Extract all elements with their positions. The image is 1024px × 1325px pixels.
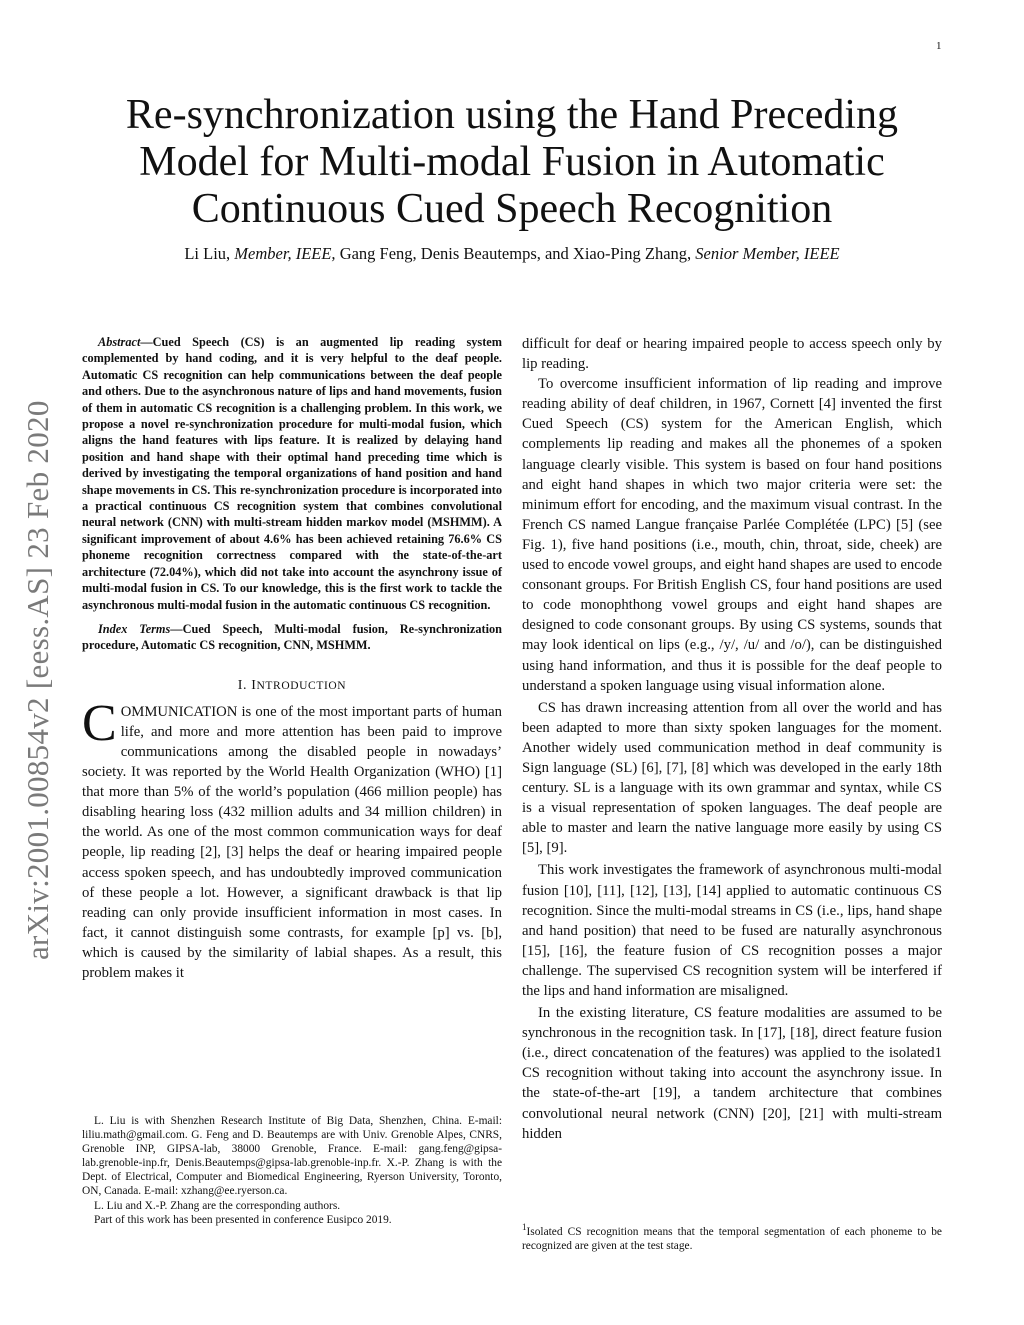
page-number: 1 xyxy=(936,40,942,52)
index-terms-label: Index Terms xyxy=(98,621,171,636)
affiliation-footnotes xyxy=(82,1114,502,1227)
intro-paragraph-5: In the existing literature, CS feature modalities are assumed to be synchronous in the recognition task. In [17], [18], direct feature fusion (i.e., direct concatenation of the features) was applied to the isolated1 CS recognition without taking into account the asynchrony issue. In the state-of-the-art [19], a tandem architecture that combines convolutional neural network (CNN) [20], [21] with multi-stream hidden xyxy=(522,1005,942,1142)
section-title-initial: I xyxy=(251,677,257,693)
section-heading-introduction xyxy=(82,676,502,696)
footnote-conference: Part of this work has been presented in conference Eusipco 2019. xyxy=(94,1213,392,1226)
footnote-text: Isolated CS recognition means that the temporal segmentation of each phoneme to be recognized are given at the test stage. xyxy=(522,1225,942,1252)
isolated-recognition-footnote xyxy=(522,1220,942,1253)
index-terms-text: —Cued Speech, Multi-modal fusion, Re-synchronization procedure, Automatic CS recognition, CNN, MSHMM. xyxy=(82,621,502,653)
author-line xyxy=(100,244,924,264)
left-column xyxy=(82,334,502,983)
abstract xyxy=(82,334,502,613)
abstract-label: Abstract xyxy=(98,335,141,349)
right-column xyxy=(522,334,942,1144)
footnote-corresponding: L. Liu and X.-P. Zhang are the corresponding authors. xyxy=(94,1199,341,1212)
footnote-mark: 1 xyxy=(522,1222,527,1232)
author-role-1: Member, IEEE, xyxy=(234,244,336,263)
abstract-text: —Cued Speech (CS) is an augmented lip reading system complemented by hand coding, and it is very helpful to the deaf people. Automatic CS recognition can help communications between the deaf people and others. Due to the asynchronous nature of lips and hand movements, fusion of them in automatic CS recognition is a challenging problem. In this work, we propose a novel re-synchronization procedure for multi-modal fusion, which aligns the hand features with lips feature. It is realized by delaying hand position and hand shape with their optimal hand preceding time which is derived by investigating the temporal organizations of hand position and hand shape movements in CS. This re-synchronization procedure is incorporated into a practical continuous CS recognition system that combines convolutional neural network (CNN) with multi-stream hidden markov model (MSHMM). A significant improvement of about 4.6% has been achieved retaining 76.6% CS phoneme recognition correctness compared with the state-of-the-art architecture (72.04%), which did not take into account the asynchrony issue of multi-modal fusion in CS. To our knowledge, this is the first work to tackle the asynchronous multi-modal fusion in the automatic continuous CS recognition. xyxy=(82,335,502,612)
index-terms xyxy=(82,621,502,654)
footnote-affiliations: L. Liu is with Shenzhen Research Institute of Big Data, Shenzhen, China. E-mail: liliu.math@gmail.com. G. Feng and D. Beautemps are with Univ. Grenoble Alpes, CNRS, Grenoble INP, GIPSA-lab, 38000 Grenoble, France. E-mail: gang.feng@gipsa-lab.grenoble-inp.fr, Denis.Beautemps@gipsa-lab.grenoble-inp.fr. X.-P. Zhang is with the Dept. of Electrical, Computer and Biomedical Engineering, Ryerson University, Toronto, ON, Canada. E-mail: xzhang@ee.ryerson.ca. xyxy=(82,1115,502,1198)
intro-paragraph-2: To overcome insufficient information of lip reading and improve reading ability of deaf children, in 1967, Cornett [4] invented the first Cued Speech (CS) system for the American English, which complements lip reading and makes all the phonemes of a spoken language clearly visible. This system is based on four hand positions and eight hand shapes in which two major criteria were set: the minimum effort for encoding, and the maximum visual contrast. In the French CS named Langue française Parlée Complétée (LPC) [5] (see Fig. 1), five hand positions (i.e., mouth, chin, throat, side, cheek) are used to encode vowel groups, and eight hand shapes are used to encode consonant groups. For British English CS, four hand positions are used to code monophthong vowel groups and eight hand shapes are designed to code consonant groups. By using CS systems, sounds that may look identical on lips (e.g., /y/, /u/ and /o/), can be distinguished using hand information, and thus it is possible for the deaf people to understand a spoken language using visual information alone. xyxy=(522,376,942,694)
author-text-1: Li Liu, xyxy=(184,244,235,263)
intro-paragraph-1-continued: difficult for deaf or hearing impaired people to access speech only by lip reading. xyxy=(522,336,942,373)
arxiv-identifier: arXiv:2001.00854v2 [eess.AS] 23 Feb 2020 xyxy=(20,400,55,960)
author-role-2: Senior Member, IEEE xyxy=(695,244,840,263)
intro-paragraph-1-text: OMMUNICATION is one of the most important parts of human life, and more and more attention has been paid to improve communications among the disabled people in nowadays’ society. It was reported by the World Health Organization (WHO) [1] that more than 5% of the world’s population (466 million people) has disabling hearing loss (432 million adults and 34 million children) in the world. As one of the most common communication ways for deaf people, lip reading [2], [3] helps the deaf or hearing impaired people access spoken speech, and has undoubtedly improved communication of these people a lot. However, a significant drawback is that lip reading can only provide insufficient information in most cases. In fact, it cannot distinguish some contrasts, for example [p] vs. [b], which is caused by the similarity of labial shapes. As a result, this problem makes it xyxy=(82,703,502,982)
section-title-rest: NTRODUCTION xyxy=(256,679,347,692)
paper-title: Re-synchronization using the Hand Preceding Model for Multi-modal Fusion in Automatic Continuous Cued Speech Recognition xyxy=(125,92,899,232)
author-text-2: Gang Feng, Denis Beautemps, and Xiao-Ping Zhang, xyxy=(335,244,696,263)
section-numeral: I. xyxy=(237,677,252,693)
intro-paragraph-3: CS has drawn increasing attention from all over the world and has been adapted to more than sixty spoken languages for the moment. Another widely used communication method in deaf community is Sign language (SL) [6], [7], [8] which was developed in the early 18th century. SL is a language with its own grammar and syntax, while CS is a visual representation of spoken languages. The deaf people are able to master and learn the native language more easily by using CS [5], [9]. xyxy=(522,699,942,857)
drop-cap: C xyxy=(82,694,117,752)
intro-paragraph-4: This work investigates the framework of asynchronous multi-modal fusion [10], [11], [12], [13], [14] applied to automatic continuous CS recognition. Since the multi-modal streams in CS (i.e., lips, hand shape and hand position) that need to be fused are naturally asynchronous [15], [16], the feature fusion of CS recognition posses a major challenge. The supervised CS recognition system will be interfered if the lips and hand information are misaligned. xyxy=(522,862,942,999)
intro-paragraph-1 xyxy=(82,694,502,983)
